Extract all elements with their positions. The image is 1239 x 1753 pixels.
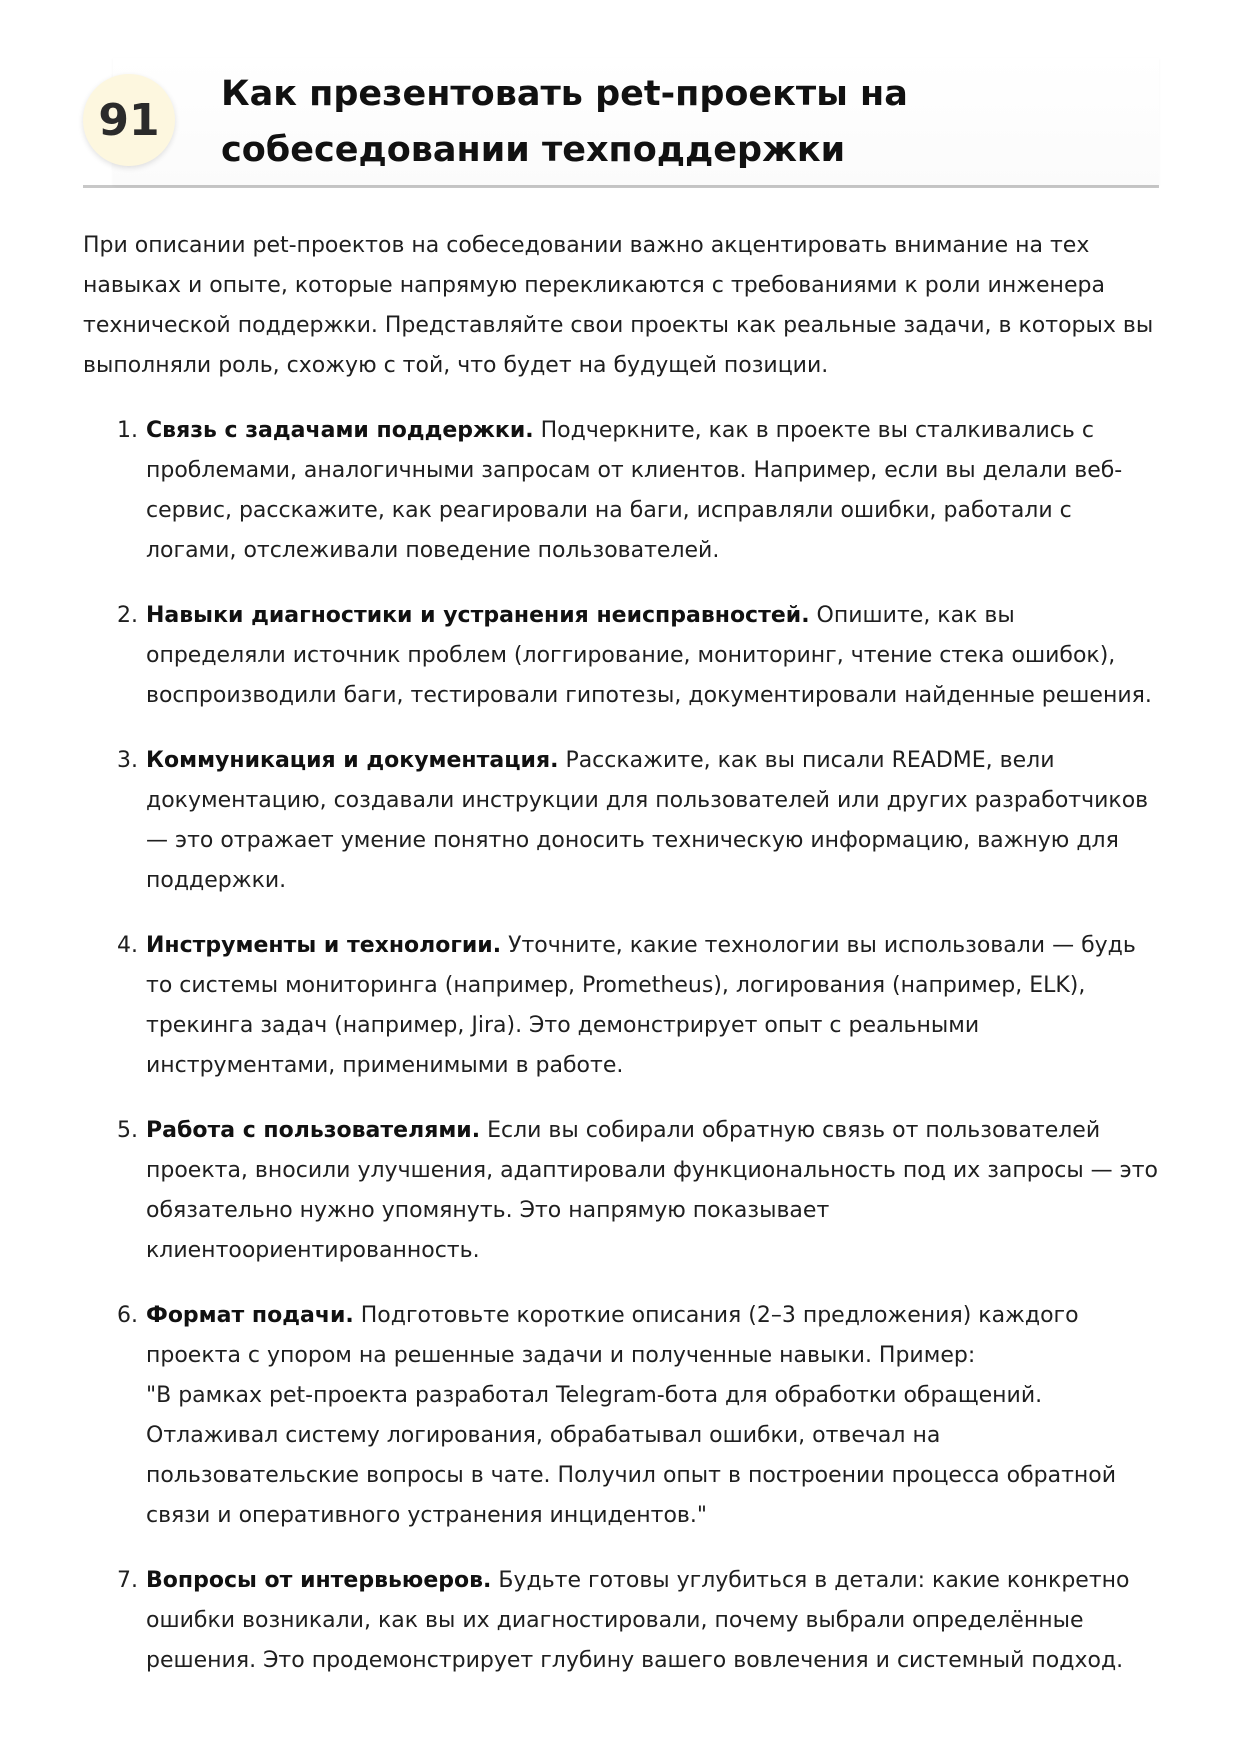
list-item	[83, 596, 1159, 716]
list-item-text: Подчеркните, как в проекте вы сталкивались с проблемами, аналогичными запросам от клиентов. Например, если вы делали веб-сервис, расскажите, как реагировали на баги, исправляли ошибки, работали с логами, отслеживали поведение пользователей.	[146, 418, 1123, 563]
list-item-number: 7.	[117, 1568, 138, 1593]
list-item	[83, 741, 1159, 901]
article-content	[83, 226, 1159, 1706]
list-item-text: Уточните, какие технологии вы использовали — будь то системы мониторинга (например, Prometheus), логирования (например, ELK), трекинга задач (например, Jira). Это демонстрирует опыт с реальными инструментами, применимыми в работе.	[146, 933, 1136, 1078]
list-item-number: 3.	[117, 748, 138, 773]
section-number-badge: 91	[83, 74, 175, 166]
list-item-heading: Инструменты и технологии.	[146, 933, 502, 958]
list-item-number: 5.	[117, 1118, 138, 1143]
intro-paragraph: При описании pet-проектов на собеседовании важно акцентировать внимание на тех навыках и опыте, которые напрямую перекликаются с требованиями к роли инженера технической поддержки. Представляйте свои проекты как реальные задачи, в которых вы выполняли роль, схожую с той, что будет на будущей позиции.	[83, 233, 1154, 378]
list-item-text: Будьте готовы углубиться в детали: какие конкретно ошибки возникали, как вы их диагностировали, почему выбрали определённые решения. Это продемонстрирует глубину вашего вовлечения и системный подход.	[146, 1568, 1130, 1673]
list-item-number: 4.	[117, 933, 138, 958]
list-item-heading: Связь с задачами поддержки.	[146, 418, 534, 443]
list-item	[83, 926, 1159, 1086]
tips-list	[83, 411, 1159, 1681]
list-item-heading: Работа с пользователями.	[146, 1118, 481, 1143]
list-item-text: Опишите, как вы определяли источник проблем (логгирование, мониторинг, чтение стека ошибок), воспроизводили баги, тестировали гипотезы, документировали найденные решения.	[146, 603, 1152, 708]
list-item-text: Расскажите, как вы писали README, вели документацию, создавали инструкции для пользователей или других разработчиков — это отражает умение понятно доносить техническую информацию, важную для поддержки.	[146, 748, 1149, 893]
list-item-number: 6.	[117, 1303, 138, 1328]
list-item-text: Если вы собирали обратную связь от пользователей проекта, вносили улучшения, адаптировали функциональность под их запросы — это обязательно нужно упомянуть. Это напрямую показывает клиентоориентированность.	[146, 1118, 1159, 1263]
list-item-heading: Вопросы от интервьюеров.	[146, 1568, 492, 1593]
list-item	[83, 1561, 1159, 1681]
list-item-number: 1.	[117, 418, 138, 443]
list-item	[83, 411, 1159, 571]
list-item-heading: Навыки диагностики и устранения неисправностей.	[146, 603, 810, 628]
page-title: Как презентовать pet-проекты на собеседовании техподдержки	[221, 74, 908, 170]
list-item-number: 2.	[117, 603, 138, 628]
list-item-heading: Формат подачи.	[146, 1303, 354, 1328]
section-header	[83, 58, 1159, 188]
list-item-text: Подготовьте короткие описания (2–3 предложения) каждого проекта с упором на решенные задачи и полученные навыки. Пример:	[146, 1303, 1079, 1368]
list-item-heading: Коммуникация и документация.	[146, 748, 559, 773]
list-item	[83, 1296, 1159, 1536]
list-item	[83, 1111, 1159, 1271]
example-quote: "В рамках pet-проекта разработал Telegram-бота для обработки обращений. Отлаживал систему логирования, обрабатывал ошибки, отвечал на пользовательские вопросы в чате. Получил опыт в построении процесса обратной связи и оперативного устранения инцидентов."	[146, 1383, 1117, 1528]
